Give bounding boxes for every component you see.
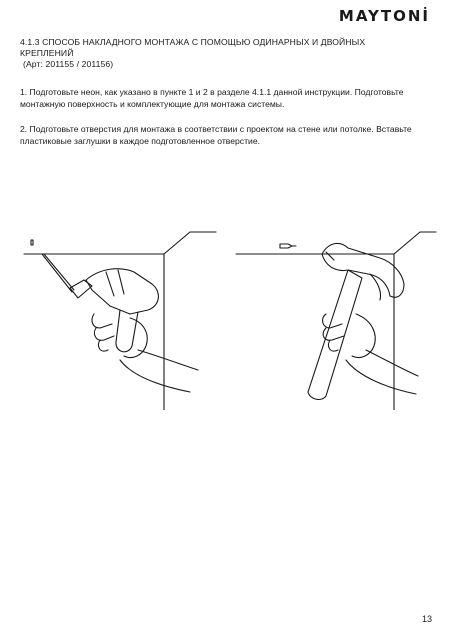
hole-marker [31, 240, 33, 245]
hammer-illustration [230, 210, 440, 410]
drill-illustration [20, 210, 220, 410]
section-title: 4.1.3 СПОСОБ НАКЛАДНОГО МОНТАЖА С ПОМОЩЬЮ ОДИНАРНЫХ И ДВОЙНЫХ КРЕПЛЕНИЙ [20, 37, 366, 58]
section-heading [20, 37, 420, 70]
article-numbers: (Арт: 201155 / 201156) [23, 59, 114, 69]
plug-icon [280, 244, 292, 248]
step-1-text: 1. Подготовьте неон, как указано в пункте 1 и 2 в разделе 4.1.1 данной инструкции. Подготовьте монтажную поверхность и комплектующие для монтажа системы. [20, 87, 404, 109]
step-2-text: 2. Подготовьте отверстия для монтажа в соответствии с проектом на стене или потолке. Вставьте пластиковые заглушки в каждое подготовленное отверстие. [20, 124, 412, 146]
brand-logo: MAYTONİ [338, 7, 430, 25]
page-number: 13 [421, 614, 432, 624]
